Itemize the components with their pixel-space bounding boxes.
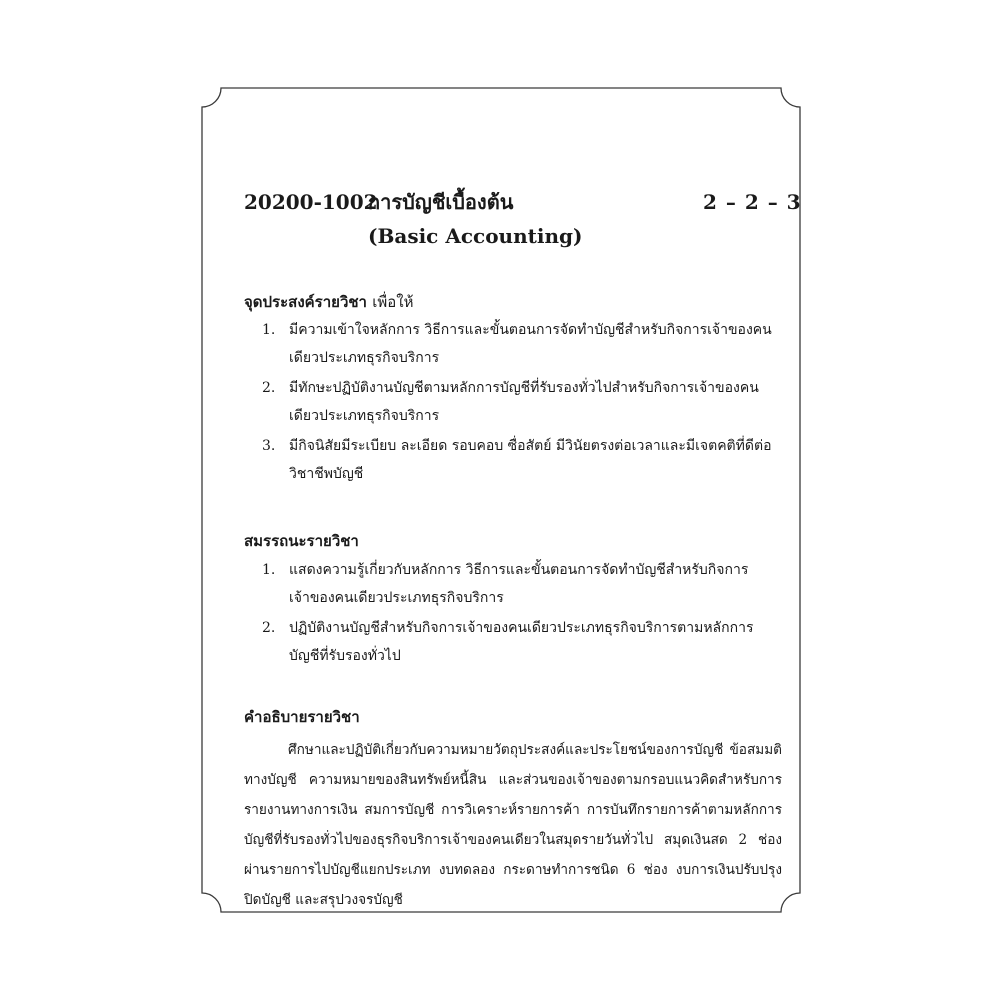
objectives-heading xyxy=(244,291,413,313)
list-item-number: 1. xyxy=(262,562,276,578)
list-item-text: มีทักษะปฏิบัติงานบัญชีตามหลักการบัญชีที่รับรองทั่วไปสำหรับกิจการเจ้าของคนเดียวประเภทธุรกิจบริการ xyxy=(289,380,759,424)
list-item xyxy=(262,556,782,612)
competencies-list xyxy=(262,556,782,672)
list-item-number: 3. xyxy=(262,438,276,454)
list-item xyxy=(262,316,782,372)
description-paragraph: ศึกษาและปฏิบัติเกี่ยวกับความหมายวัตถุประสงค์และประโยชน์ของการบัญชี ข้อสมมติทางบัญชี ความหมายของสินทรัพย์หนี้สิน และส่วนของเจ้าของตามกรอบแนวคิดสำหรับการรายงานทางการเงิน สมการบัญชี การวิเคราะห์รายการค้า การบันทึกรายการค้าตามหลักการบัญชีที่รับรองทั่วไปของธุรกิจบริการเจ้าของคนเดียวในสมุดรายวันทั่วไป สมุดเงินสด 2 ช่อง ผ่านรายการไปบัญชีแยกประเภท งบทดลอง กระดาษทำการชนิด 6 ช่อง งบการเงินปรับปรุง ปิดบัญชี และสรุปวงจรบัญชี xyxy=(244,742,782,908)
list-item-text: แสดงความรู้เกี่ยวกับหลักการ วิธีการและขั้นตอนการจัดทำบัญชีสำหรับกิจการเจ้าของคนเดียวประเภทธุรกิจบริการ xyxy=(289,562,749,606)
list-item-text: ปฏิบัติงานบัญชีสำหรับกิจการเจ้าของคนเดียวประเภทธุรกิจบริการตามหลักการบัญชีที่รับรองทั่วไป xyxy=(289,620,754,664)
course-title-thai: การบัญชีเบื้องต้น xyxy=(368,190,514,214)
competencies-heading: สมรรถนะรายวิชา xyxy=(244,532,359,550)
list-item xyxy=(262,432,782,488)
objectives-heading-label: จุดประสงค์รายวิชา xyxy=(244,293,367,311)
list-item xyxy=(262,614,782,670)
list-item-text: มีความเข้าใจหลักการ วิธีการและขั้นตอนการจัดทำบัญชีสำหรับกิจการเจ้าของคนเดียวประเภทธุรกิจบริการ xyxy=(289,322,772,366)
list-item-number: 2. xyxy=(262,380,276,396)
list-item-number: 2. xyxy=(262,620,276,636)
list-item-text: มีกิจนิสัยมีระเบียบ ละเอียด รอบคอบ ซื่อสัตย์ มีวินัยตรงต่อเวลาและมีเจตคติที่ดีต่อวิชาชีพบัญชี xyxy=(289,438,772,482)
list-item-number: 1. xyxy=(262,322,276,338)
objectives-list xyxy=(262,316,782,490)
course-credits: 2 – 2 – 3 xyxy=(703,190,802,214)
description-heading: คำอธิบายรายวิชา xyxy=(244,708,360,726)
list-item xyxy=(262,374,782,430)
objectives-heading-suffix: เพื่อให้ xyxy=(372,293,414,311)
course-code: 20200-1002 xyxy=(244,190,378,214)
course-title-english: (Basic Accounting) xyxy=(368,224,583,248)
